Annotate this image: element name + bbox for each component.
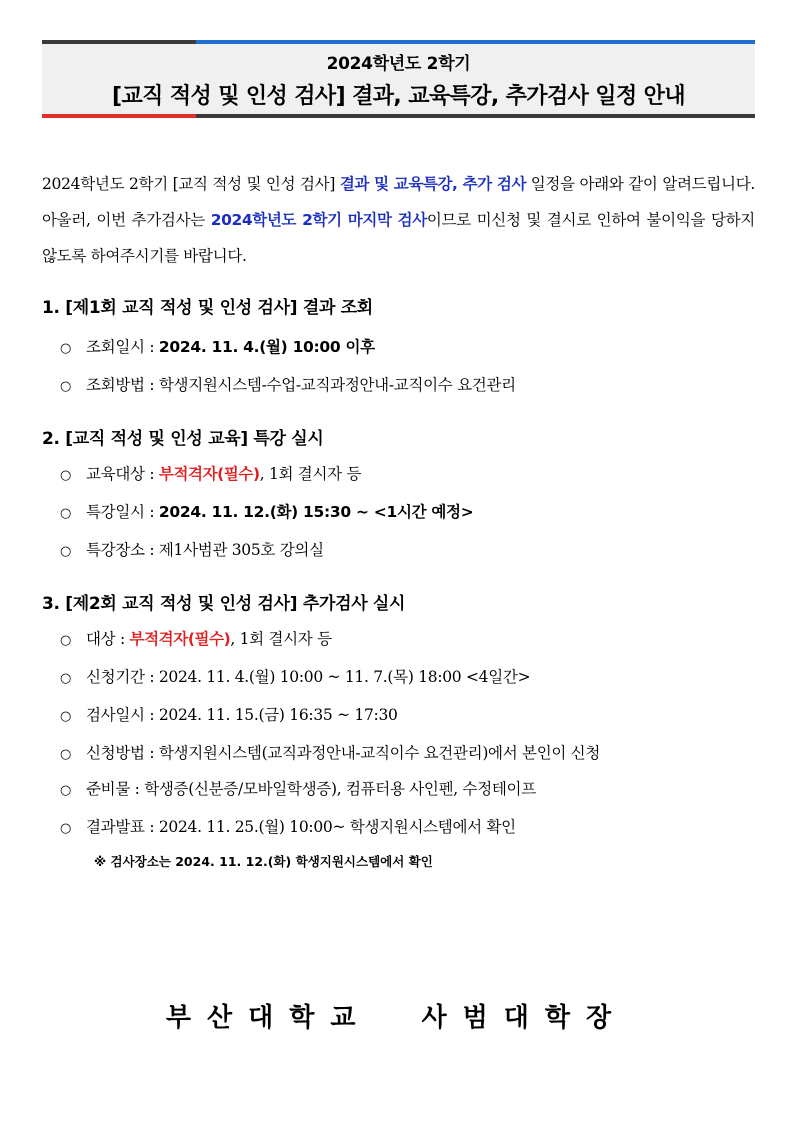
section-3-item-2 [60,665,530,687]
section-2-item-3 [60,538,324,560]
section-3-title: 3. [제2회 교직 적성 및 인성 검사] 추가검사 실시 [42,594,406,614]
item-value: 2024. 11. 12.(화) 15:30 ~ <1시간 예정> [158,503,474,521]
item-label: 조회일시 : [86,338,159,356]
item-label: 교육대상 : [86,465,159,483]
bullet-icon: ○ [60,379,72,394]
intro-text-3: 이므로 미신청 및 결시로 인하여 불이익을 당하지 않도록 하여주시기를 바랍니다. [42,211,755,265]
title-year: 2024학년도 2학기 [326,54,471,74]
item-red-value: 부적격자(필수) [158,465,260,483]
item-rest: , 1회 결시자 등 [259,465,362,483]
signature: 부산대학교 사범대학장 [165,1003,628,1033]
title-bar-bottom-left [42,114,196,118]
section-2-title: 2. [교직 적성 및 인성 교육] 특강 실시 [42,429,324,449]
title-bar-top-left [42,40,196,44]
bullet-icon: ○ [60,468,72,483]
title-box [42,40,755,118]
intro-text-1: 2024학년도 2학기 [교직 적성 및 인성 검사] [42,175,340,193]
section-2-item-1 [60,462,361,484]
title-bar-top-right [196,40,755,44]
section-1-item-2 [60,373,516,395]
bullet-icon: ○ [60,783,72,798]
intro-paragraph [42,166,755,274]
section-3-item-5 [60,777,536,799]
item-label: 결과발표 : 2024. 11. 25.(월) 10:00~ 학생지원시스템에서 확인 [86,818,516,836]
bullet-icon: ○ [60,544,72,559]
item-label: 신청기간 : 2024. 11. 4.(월) 10:00 ~ 11. 7.(목) 18:00 <4일간> [86,668,531,686]
bullet-icon: ○ [60,506,72,521]
item-red-value: 부적격자(필수) [129,630,231,648]
section-1-item-1 [60,335,375,357]
item-label: 특강일시 : [86,503,159,521]
bullet-icon: ○ [60,671,72,686]
section-2-item-2 [60,500,473,522]
bullet-icon: ○ [60,633,72,648]
item-label: 검사일시 : 2024. 11. 15.(금) 16:35 ~ 17:30 [86,706,398,724]
intro-highlight-1: 결과 및 교육특강, 추가 검사 [339,175,527,193]
section-3-item-6 [60,815,516,837]
bullet-icon: ○ [60,747,72,762]
intro-highlight-2: 2024학년도 2학기 마지막 검사 [210,211,427,229]
page-title: [교직 적성 및 인성 검사] 결과, 교육특강, 추가검사 일정 안내 [112,84,685,109]
bullet-icon: ○ [60,821,72,836]
item-label: 특강장소 : 제1사범관 305호 강의실 [86,541,324,559]
section-3-item-1 [60,627,332,649]
bullet-icon: ○ [60,709,72,724]
section-3-item-3 [60,703,398,725]
section-3-item-4 [60,741,600,763]
item-value: 2024. 11. 4.(월) 10:00 이후 [158,338,375,356]
intro-text-2: 일정을 아래와 같이 알려드립니다. 아울러, 이번 추가검사는 [42,175,755,229]
item-label: 조회방법 : 학생지원시스템-수업-교직과정안내-교직이수 요건관리 [86,376,516,394]
section-1-title: 1. [제1회 교직 적성 및 인성 검사] 결과 조회 [42,298,373,318]
exam-location-note: ※ 검사장소는 2024. 11. 12.(화) 학생지원시스템에서 확인 [94,854,433,869]
item-label: 신청방법 : 학생지원시스템(교직과정안내-교직이수 요건관리)에서 본인이 신청 [86,744,601,762]
bullet-icon: ○ [60,341,72,356]
item-label: 준비물 : 학생증(신분증/모바일학생증), 컴퓨터용 사인펜, 수정테이프 [86,780,536,798]
item-rest: , 1회 결시자 등 [230,630,332,648]
title-bar-bottom-right [196,114,755,118]
item-label: 대상 : [86,630,130,648]
